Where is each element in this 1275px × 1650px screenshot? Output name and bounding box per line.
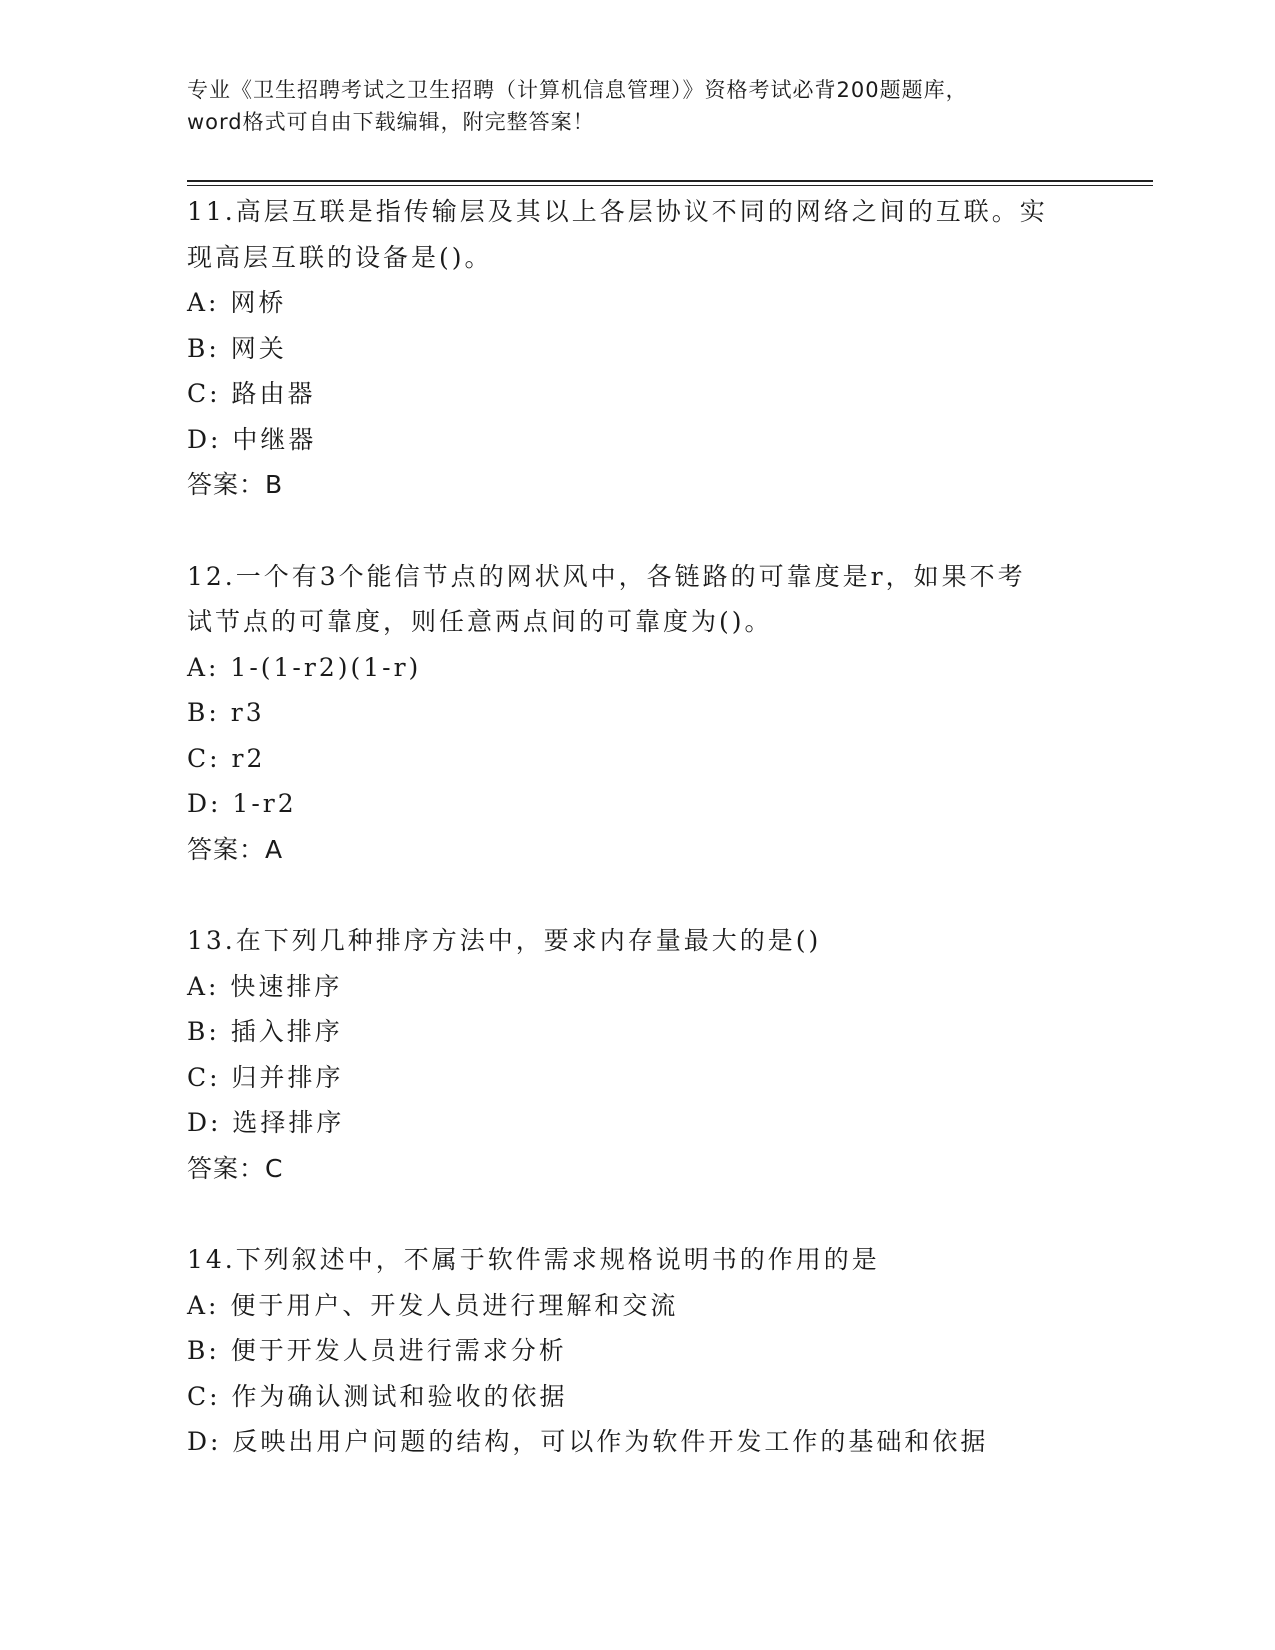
question-list — [187, 189, 1087, 1511]
question-13 — [187, 918, 1087, 1191]
option-b: B: 网关 — [187, 333, 287, 363]
option-c: C: 作为确认测试和验收的依据 — [187, 1381, 568, 1411]
option-b: B: 插入排序 — [187, 1017, 343, 1046]
option-b: B: r3 — [187, 698, 265, 727]
answer-line: 答案：B — [187, 470, 284, 499]
option-c: C: 路由器 — [187, 379, 316, 408]
option-a: A: 1-(1-r2)(1-r) — [187, 652, 422, 682]
option-a: A: 快速排序 — [187, 971, 343, 1001]
option-c: C: 归并排序 — [187, 1062, 344, 1092]
answer-line: 答案：C — [187, 1153, 284, 1183]
option-d: D: 反映出用户问题的结构，可以作为软件开发工作的基础和依据 — [187, 1427, 989, 1456]
header-line-2: word格式可自由下载编辑，附完整答案！ — [187, 110, 595, 134]
header-line-1: 专业《卫生招聘考试之卫生招聘（计算机信息管理）》资格考试必背200题题库， — [187, 78, 968, 102]
option-c: C: r2 — [187, 743, 266, 773]
document-header — [187, 74, 1087, 138]
question-14 — [187, 1237, 1087, 1465]
question-11 — [187, 189, 1087, 508]
option-d: D: 选择排序 — [187, 1108, 345, 1137]
option-d: D: 1-r2 — [187, 789, 297, 818]
option-a: A: 网桥 — [187, 288, 287, 317]
question-12 — [187, 554, 1087, 873]
question-stem-line: 14.下列叙述中，不属于软件需求规格说明书的作用的是 — [187, 1245, 880, 1274]
header-rule-thick — [187, 180, 1153, 182]
question-stem-line: 12.一个有3个能信节点的网状风中，各链路的可靠度是r，如果不考 — [187, 561, 1026, 591]
question-stem-line: 11.高层互联是指传输层及其以上各层协议不同的网络之间的互联。实 — [187, 197, 1048, 226]
question-stem-line: 13.在下列几种排序方法中，要求内存量最大的是() — [187, 926, 822, 955]
option-d: D: 中继器 — [187, 424, 317, 454]
option-b: B: 便于开发人员进行需求分析 — [187, 1336, 567, 1365]
question-stem-line: 现高层互联的设备是()。 — [187, 242, 493, 272]
option-a: A: 便于用户、开发人员进行理解和交流 — [187, 1290, 679, 1320]
question-stem-line: 试节点的可靠度，则任意两点间的可靠度为()。 — [187, 607, 773, 636]
answer-line: 答案：A — [187, 834, 284, 864]
header-rule-thin — [187, 185, 1153, 186]
